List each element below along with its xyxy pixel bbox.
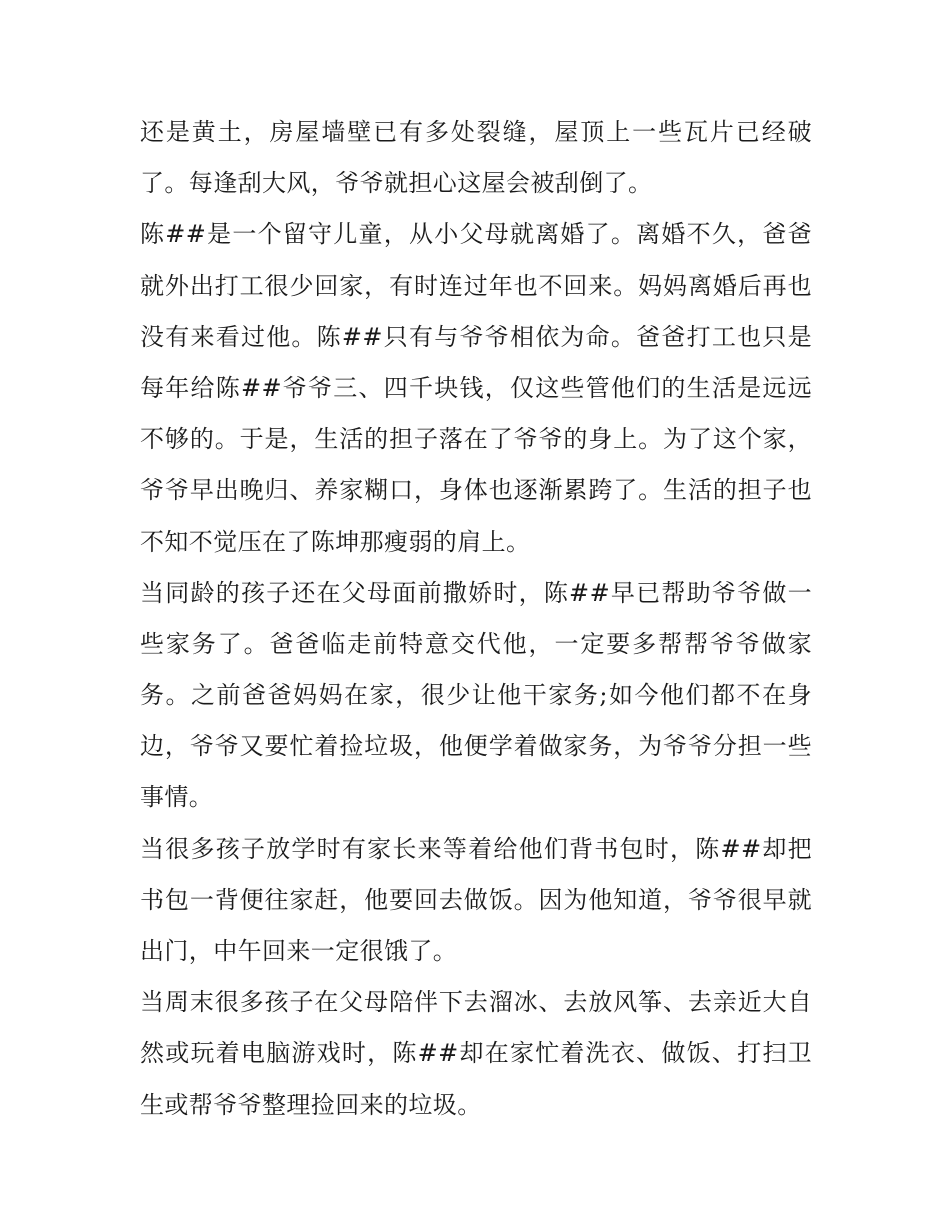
text-line: 边，爷爷又要忙着捡垃圾，他便学着做家务，为爷爷分担一些 <box>140 732 812 761</box>
text-line: 陈##是一个留守儿童，从小父母就离婚了。离婚不久，爸爸 <box>140 220 812 249</box>
text-line: 每年给陈##爷爷三、四千块钱，仅这些管他们的生活是远远 <box>140 373 812 402</box>
text-line: 然或玩着电脑游戏时，陈##却在家忙着洗衣、做饭、打扫卫 <box>140 1039 812 1068</box>
text-line: 当周末很多孩子在父母陪伴下去溜冰、去放风筝、去亲近大自 <box>140 988 812 1017</box>
text-line: 了。每逢刮大风，爷爷就担心这屋会被刮倒了。 <box>140 169 653 198</box>
text-line: 当很多孩子放学时有家长来等着给他们背书包时，陈##却把 <box>140 834 812 863</box>
text-line: 就外出打工很少回家，有时连过年也不回来。妈妈离婚后再也 <box>140 271 812 300</box>
text-line: 出门，中午回来一定很饿了。 <box>140 937 458 965</box>
text-line: 还是黄土，房屋墙壁已有多处裂缝，屋顶上一些瓦片已经破 <box>140 118 812 146</box>
text-line: 爷爷早出晚归、养家糊口，身体也逐渐累跨了。生活的担子也 <box>140 476 812 505</box>
body-text <box>140 107 812 1131</box>
text-line: 不知不觉压在了陈坤那瘦弱的肩上。 <box>140 527 531 556</box>
text-line: 些家务了。爸爸临走前特意交代他，一定要多帮帮爷爷做家 <box>140 629 812 658</box>
text-line: 当同龄的孩子还在父母面前撒娇时，陈##早已帮助爷爷做一 <box>140 578 812 607</box>
text-line: 务。之前爸爸妈妈在家，很少让他干家务;如今他们都不在身 <box>140 681 812 710</box>
text-line: 不够的。于是，生活的担子落在了爷爷的身上。为了这个家， <box>140 425 812 454</box>
text-line: 事情。 <box>140 783 214 812</box>
text-line: 书包一背便往家赶，他要回去做饭。因为他知道，爷爷很早就 <box>140 885 812 914</box>
text-line: 生或帮爷爷整理捡回来的垃圾。 <box>140 1090 482 1119</box>
text-line: 没有来看过他。陈##只有与爷爷相依为命。爸爸打工也只是 <box>140 322 812 351</box>
